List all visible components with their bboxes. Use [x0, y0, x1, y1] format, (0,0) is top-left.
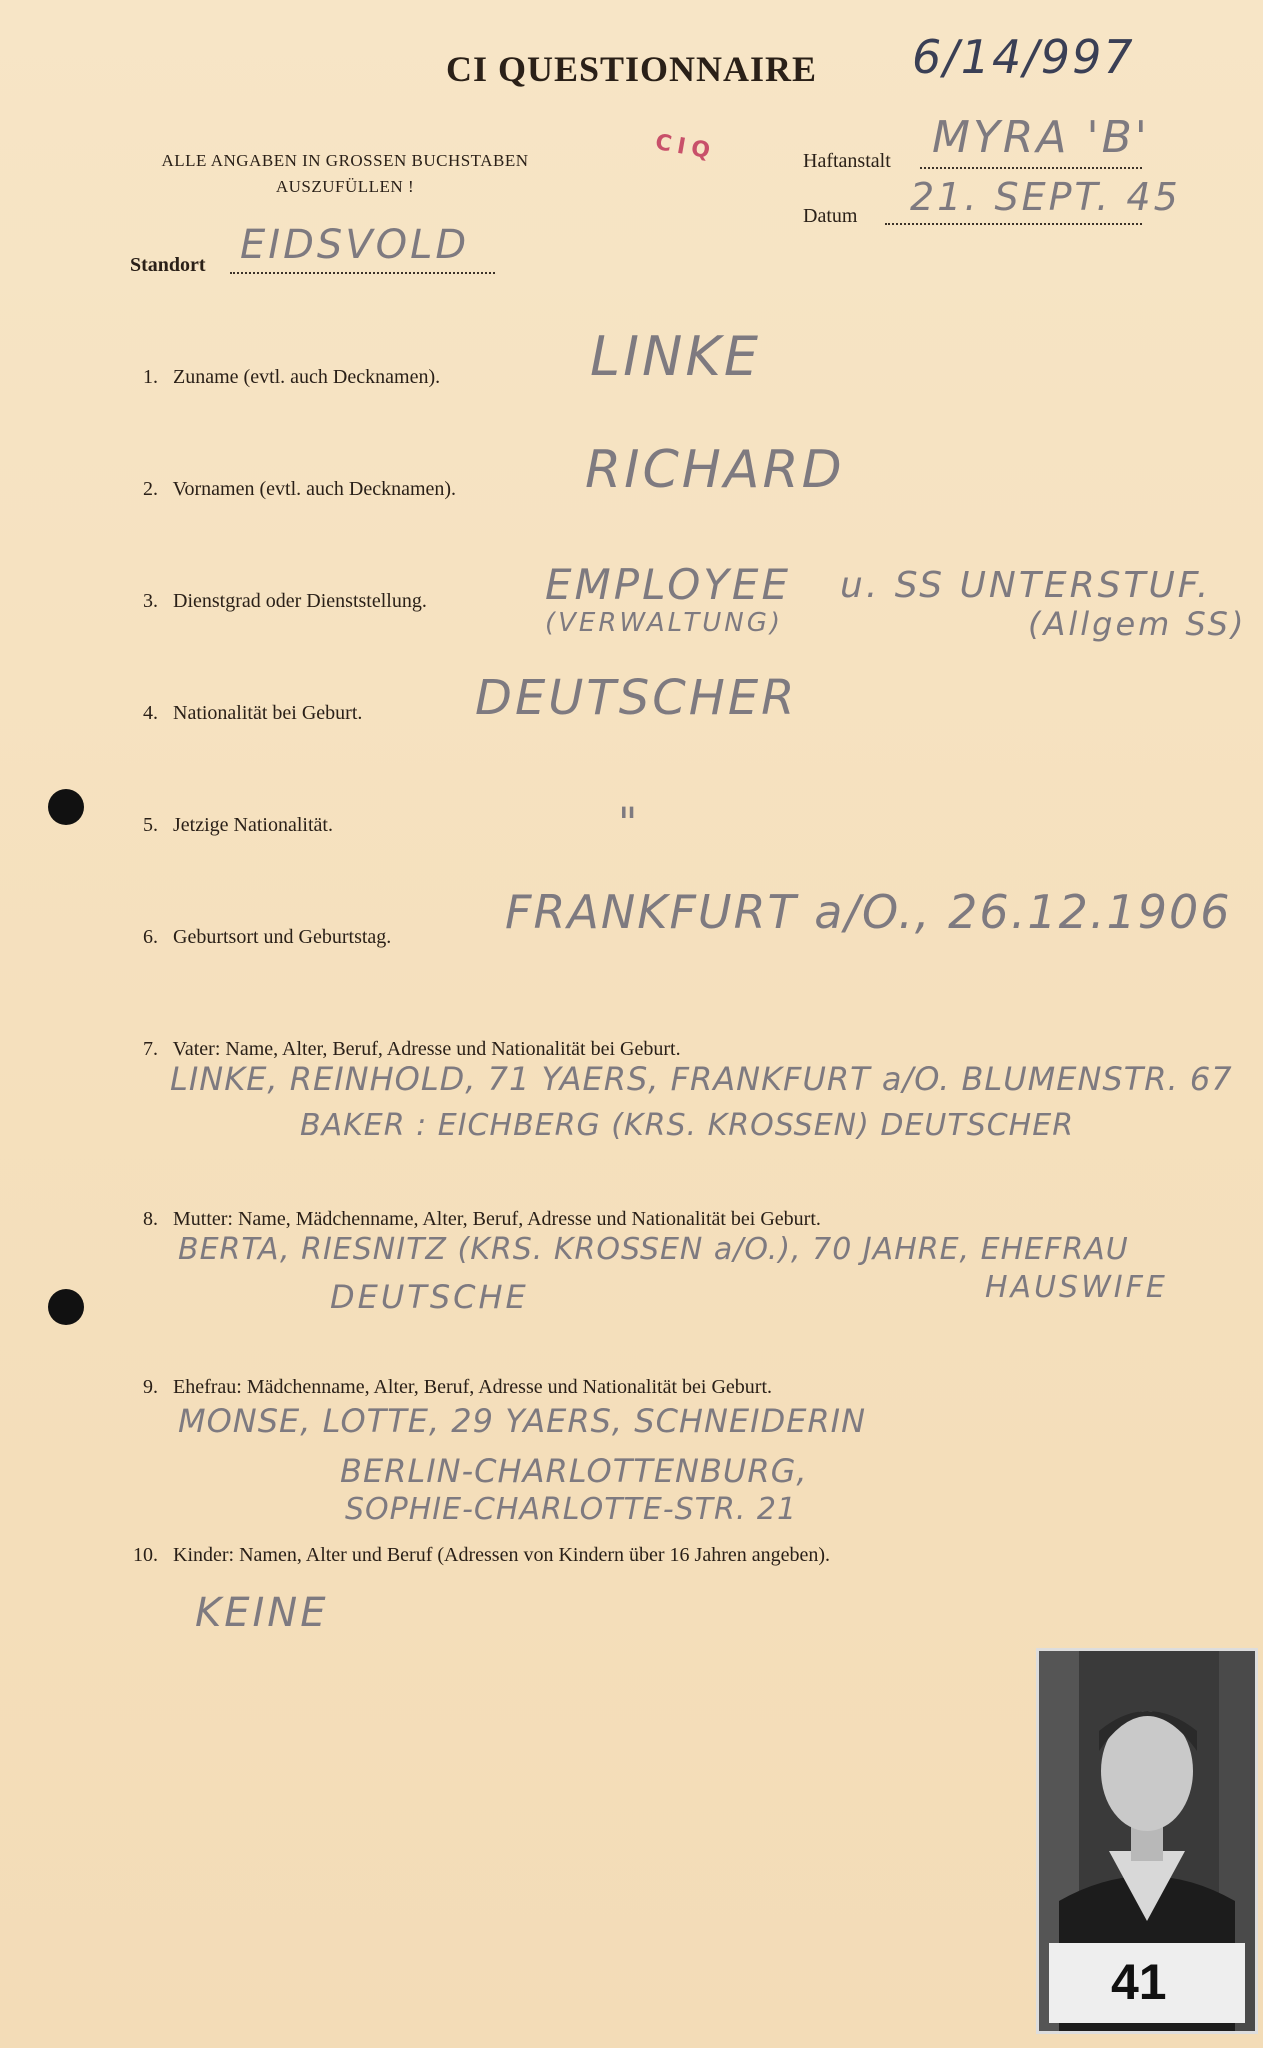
answer-8: BERTA, RIESNITZ (KRS. KROSSEN a/O.), 70 JAHRE, EHEFRAU — [178, 1232, 1129, 1267]
answer-3-c: u. SS UNTERSTUF. — [840, 565, 1212, 606]
question-number: 8. — [143, 1208, 158, 1230]
question-label: Kinder: Namen, Alter und Beruf (Adressen von Kindern über 16 Jahren angeben). — [173, 1544, 831, 1566]
question-1 — [143, 366, 440, 389]
question-10 — [133, 1544, 830, 1567]
question-number: 7. — [143, 1038, 158, 1060]
datum-label: Datum — [803, 205, 858, 227]
question-label: Dienstgrad oder Dienststellung. — [173, 590, 427, 612]
ciq-stamp: CIQ — [653, 129, 718, 166]
question-number: 3. — [143, 590, 158, 612]
question-3 — [143, 590, 427, 613]
question-number: 4. — [143, 702, 158, 724]
question-label: Geburtsort und Geburtstag. — [173, 926, 392, 948]
question-8 — [143, 1208, 821, 1231]
answer-4: DEUTSCHER — [475, 670, 798, 726]
answer-9-c: SOPHIE-CHARLOTTE-STR. 21 — [345, 1492, 798, 1527]
question-9 — [143, 1376, 772, 1399]
standort-value: EIDSVOLD — [240, 222, 470, 268]
answer-3-b: (VERWALTUNG) — [545, 608, 783, 638]
question-number: 2. — [143, 478, 158, 500]
answer-7: LINKE, REINHOLD, 71 YAERS, FRANKFURT a/O. BLUMENSTR. 67 — [170, 1060, 1233, 1098]
question-number: 6. — [143, 926, 158, 948]
question-label: Mutter: Name, Mädchenname, Alter, Beruf, Adresse und Nationalität bei Geburt. — [173, 1208, 821, 1230]
question-number: 10. — [133, 1544, 158, 1566]
answer-8-c: HAUSWIFE — [985, 1270, 1168, 1305]
question-4 — [143, 702, 362, 725]
haftanstalt-label: Haftanstalt — [803, 150, 891, 172]
page-title: CI QUESTIONNAIRE — [445, 49, 818, 89]
file-number: 6/14/997 — [912, 30, 1135, 84]
instructions — [110, 148, 580, 200]
question-7 — [143, 1038, 681, 1061]
instructions-line-1: ALLE ANGABEN IN GROSSEN BUCHSTABEN — [161, 151, 529, 170]
answer-3: EMPLOYEE — [545, 560, 791, 609]
answer-7-b: BAKER : EICHBERG (KRS. KROSSEN) DEUTSCHER — [300, 1108, 1075, 1143]
answer-9: MONSE, LOTTE, 29 YAERS, SCHNEIDERIN — [178, 1402, 867, 1440]
answer-8-b: DEUTSCHE — [330, 1278, 529, 1316]
punch-hole-bottom — [48, 1289, 84, 1325]
datum-value: 21. SEPT. 45 — [910, 175, 1181, 219]
question-label: Jetzige Nationalität. — [173, 814, 333, 836]
standort-label: Standort — [130, 254, 206, 276]
question-label: Nationalität bei Geburt. — [173, 702, 363, 724]
question-number: 9. — [143, 1376, 158, 1398]
haftanstalt-value: MYRA 'B' — [932, 112, 1150, 163]
question-6 — [143, 926, 391, 949]
question-label: Vornamen (evtl. auch Decknamen). — [172, 478, 457, 500]
question-label: Zuname (evtl. auch Decknamen). — [173, 366, 441, 388]
answer-3-d: (Allgem SS) — [1028, 605, 1247, 643]
prisoner-photo — [1036, 1648, 1258, 2034]
question-label: Vater: Name, Alter, Beruf, Adresse und Nationalität bei Geburt. — [172, 1038, 681, 1060]
question-number: 1. — [143, 366, 158, 388]
answer-6: FRANKFURT a/O., 26.12.1906 — [505, 885, 1232, 939]
answer-10: KEINE — [195, 1590, 329, 1636]
instructions-line-2: AUSZUFÜLLEN ! — [275, 177, 415, 196]
placard-number: 41 — [1111, 1954, 1167, 2010]
answer-1: LINKE — [590, 325, 761, 388]
question-label: Ehefrau: Mädchenname, Alter, Beruf, Adresse und Nationalität bei Geburt. — [173, 1376, 773, 1398]
question-number: 5. — [143, 814, 158, 836]
answer-5: " — [618, 798, 641, 847]
question-5 — [143, 814, 333, 837]
answer-9-b: BERLIN-CHARLOTTENBURG, — [340, 1452, 808, 1490]
punch-hole-top — [48, 789, 84, 825]
question-2 — [143, 478, 456, 501]
answer-2: RICHARD — [585, 440, 845, 500]
